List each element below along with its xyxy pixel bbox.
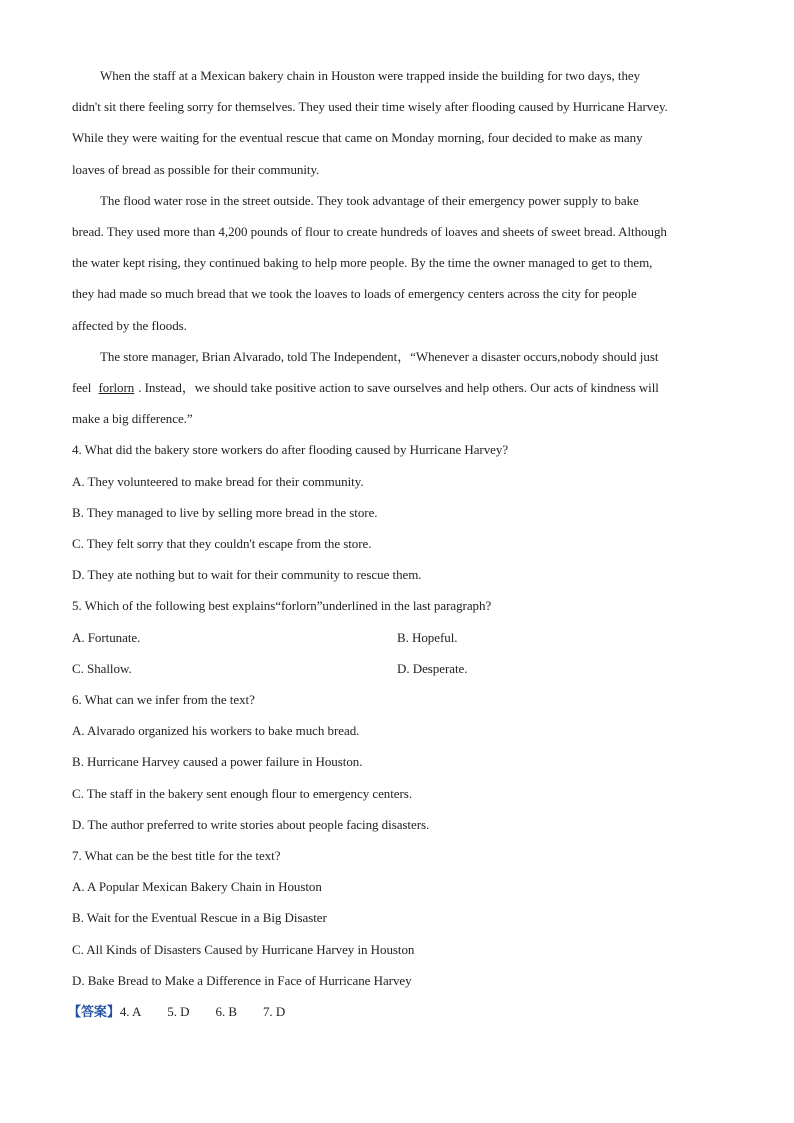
paragraph-1 [72,60,722,185]
option-a: A. A Popular Mexican Bakery Chain in Houston [72,879,322,895]
answer-item: 5. D [167,1004,190,1020]
document-page [68,60,722,1028]
text-line: they had made so much bread that we took the loaves to loads of emergency centers across the city for people [72,286,637,302]
option-d: D. Bake Bread to Make a Difference in Face of Hurricane Harvey [72,972,412,988]
question-stem: 5. Which of the following best explains“forlorn”underlined in the last paragraph? [72,598,492,614]
option-a: A. Alvarado organized his workers to bake much bread. [72,723,360,739]
answer-item: 6. B [215,1004,237,1020]
text-fragment: feel [72,380,95,396]
option-b: B. Wait for the Eventual Rescue in a Big Disaster [72,910,327,926]
text-line: didn't sit there feeling sorry for themselves. They used their time wisely after flooding caused by Hurricane Harvey. [72,99,668,115]
question-stem: 7. What can be the best title for the text? [72,848,281,864]
option-c: C. All Kinds of Disasters Caused by Hurricane Harvey in Houston [72,941,415,957]
option-d: D. The author preferred to write stories about people facing disasters. [72,816,430,832]
paragraph-3 [72,341,722,435]
answer-item: 4. A [119,1004,142,1020]
option-d: D. They ate nothing but to wait for their community to rescue them. [72,567,422,583]
question-4 [72,434,722,590]
option-b: B. They managed to live by selling more bread in the store. [72,504,378,520]
text-line: The flood water rose in the street outside. They took advantage of their emergency power supply to bake [100,192,639,208]
text-line: affected by the floods. [72,317,187,333]
option-c: C. Shallow. [72,660,132,676]
text-fragment: . Instead，we should take positive action to save ourselves and help others. Our acts of kindness will [138,380,659,396]
option-c: C. They felt sorry that they couldn't escape from the store. [72,536,372,552]
answer-tag: 【答案】 [68,1005,120,1021]
text-line [72,372,722,403]
answer-item: 7. D [262,1004,286,1020]
question-5 [72,590,722,684]
text-line: the water kept rising, they continued baking to help more people. By the time the owner managed to get to them, [72,255,653,271]
text-line: When the staff at a Mexican bakery chain in Houston were trapped inside the building for two days, they [100,68,641,83]
answer-line [68,996,722,1028]
text-line: While they were waiting for the eventual rescue that came on Monday morning, four decided to make as many [72,130,643,146]
option-a: A. Fortunate. [72,629,141,645]
option-c: C. The staff in the bakery sent enough flour to emergency centers. [72,785,413,801]
text-line: make a big difference.” [72,411,193,427]
question-6 [72,684,722,840]
option-b: B. Hopeful. [397,629,458,645]
question-stem: 4. What did the bakery store workers do after flooding caused by Hurricane Harvey? [72,442,509,458]
option-b: B. Hurricane Harvey caused a power failure in Houston. [72,754,363,770]
option-row [72,622,722,653]
text-line: The store manager, Brian Alvarado, told The Independent，“Whenever a disaster occurs,nobody should just [100,348,659,364]
question-7 [72,840,722,996]
underlined-word: forlorn [98,380,135,396]
option-a: A. They volunteered to make bread for their community. [72,473,364,489]
text-line: bread. They used more than 4,200 pounds of flour to create hundreds of loaves and sheets of sweet bread. Although [72,224,667,240]
option-row [72,653,722,684]
text-line: loaves of bread as possible for their community. [72,161,320,177]
option-d: D. Desperate. [397,660,468,676]
paragraph-2 [72,185,722,341]
question-stem: 6. What can we infer from the text? [72,692,255,708]
